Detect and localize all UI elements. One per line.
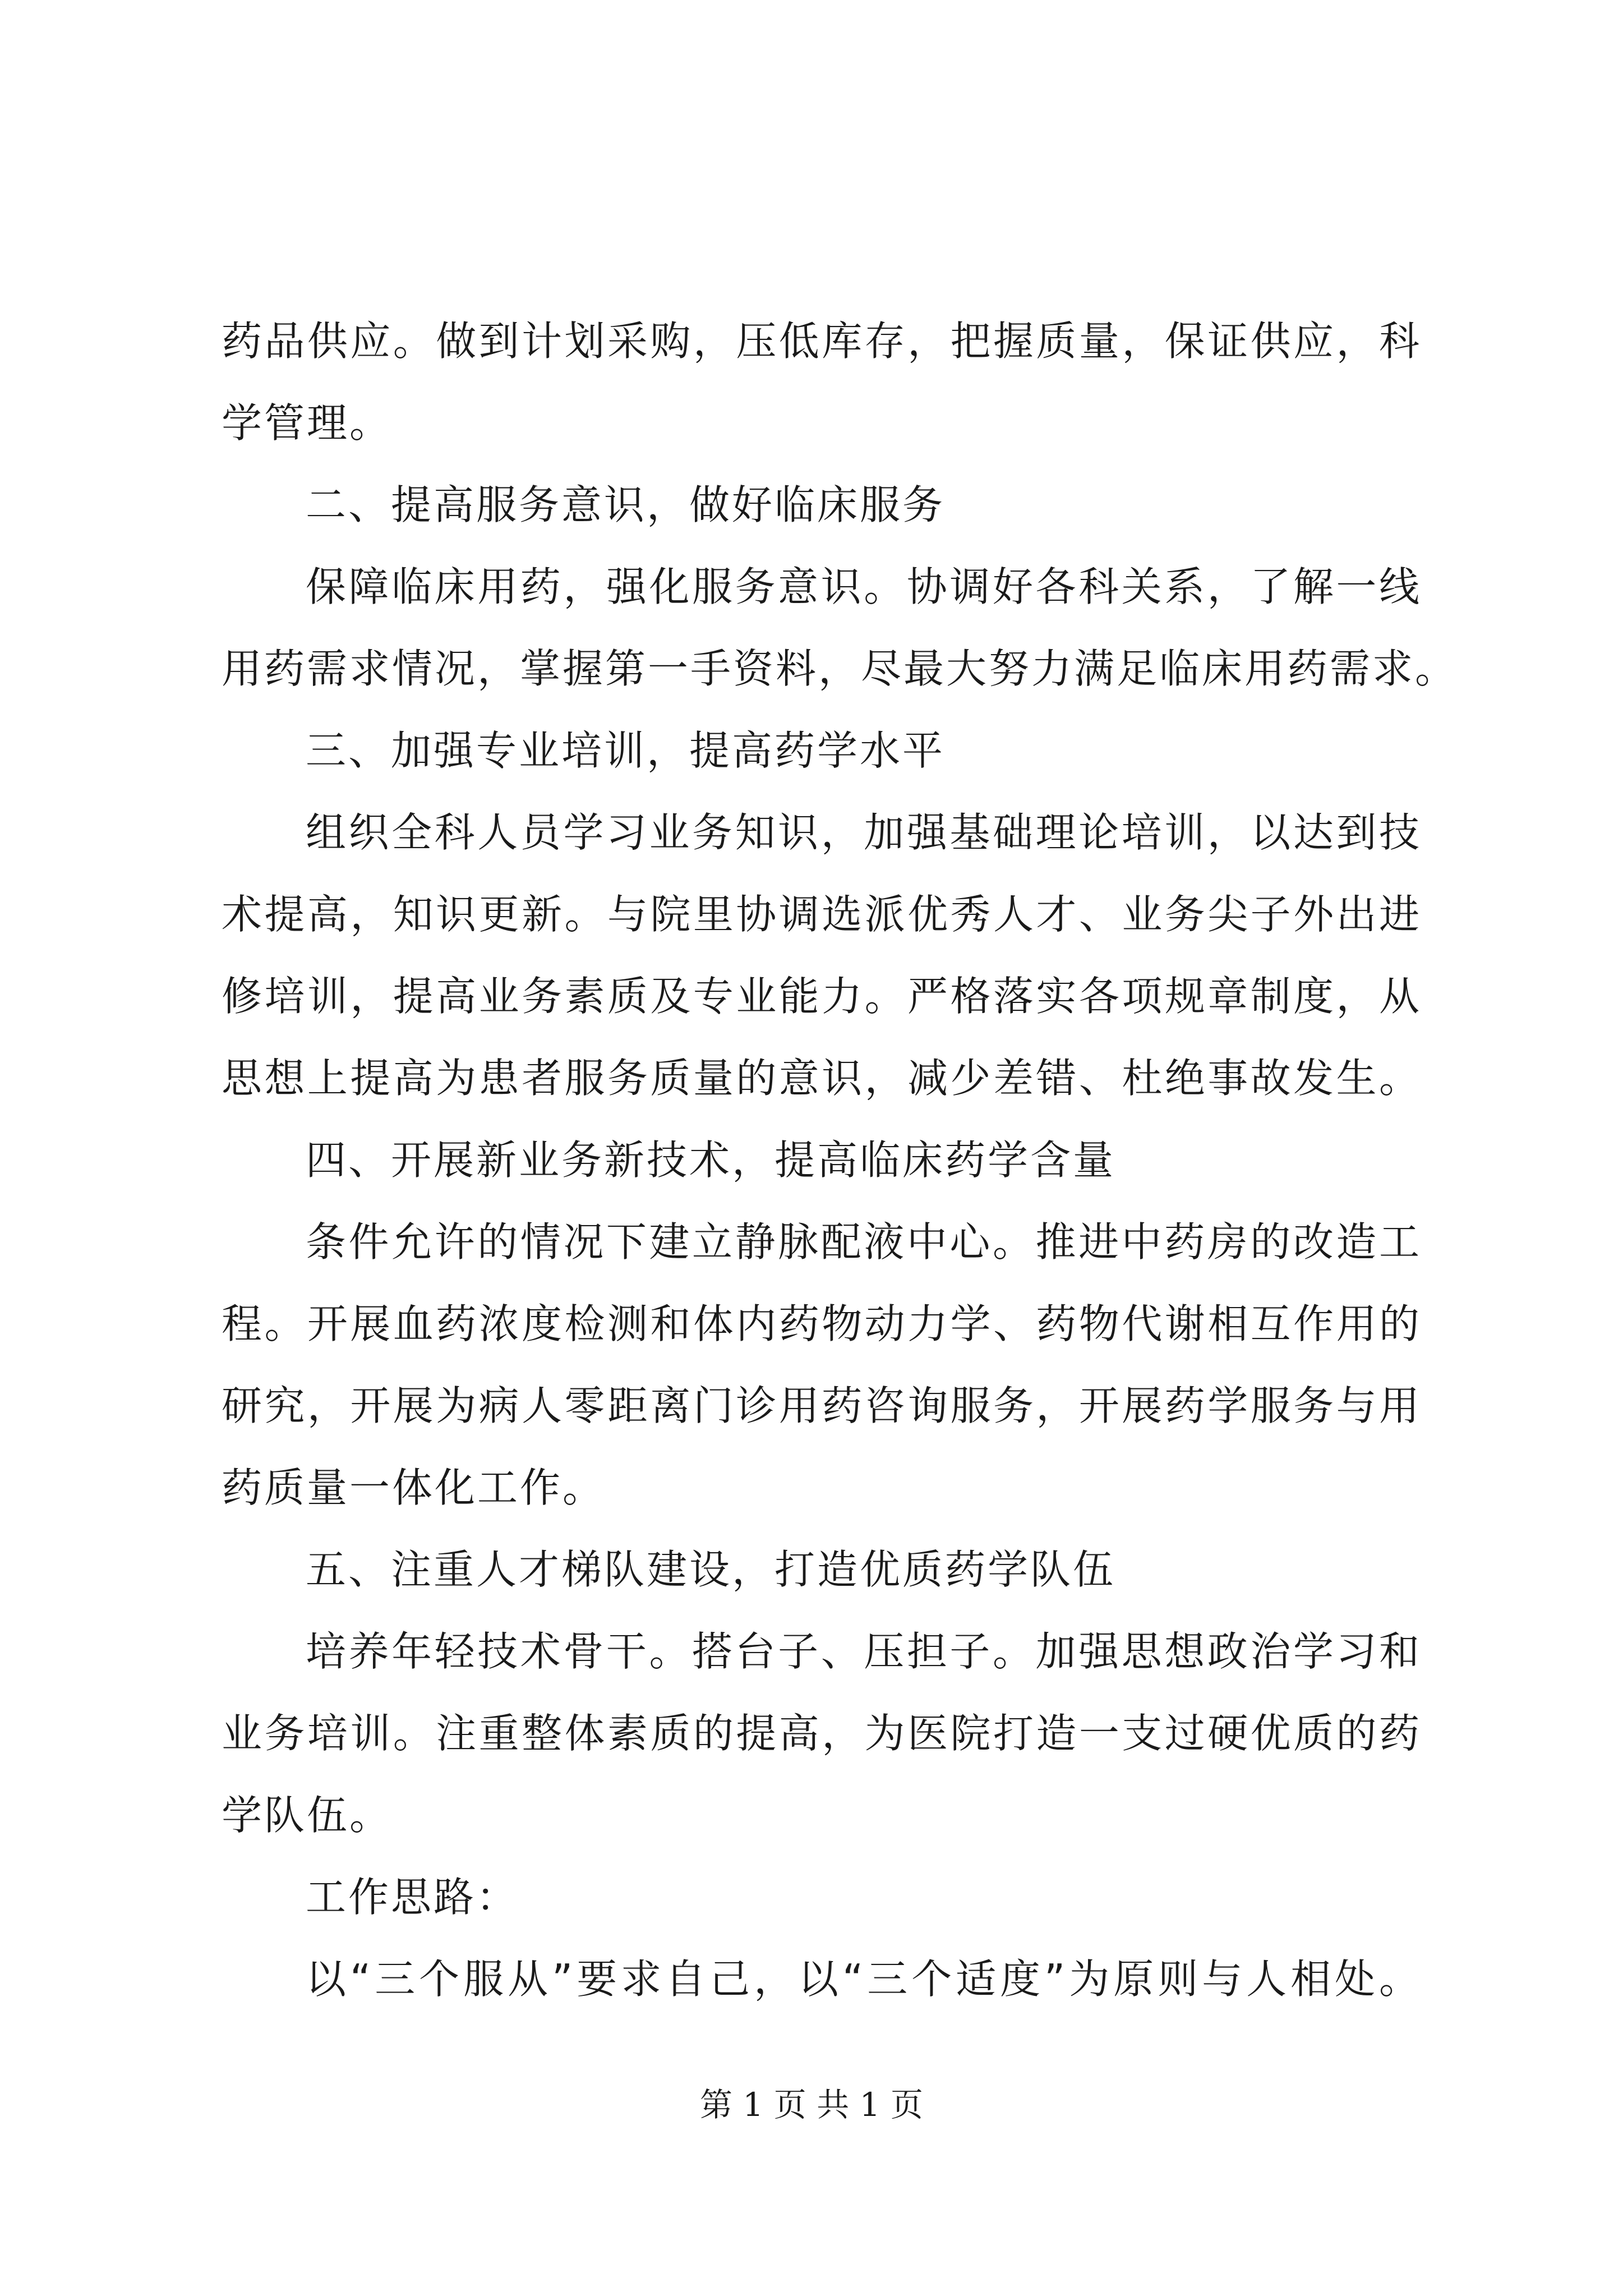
paragraph-line: 药品供应。做到计划采购，压低库存，把握质量，保证供应，科 — [222, 318, 1422, 365]
paragraph-line: 以“三个服从”要求自己，以“三个适度”为原则与人相处。 — [306, 1955, 1422, 2003]
paragraph-line: 学管理。 — [222, 399, 393, 447]
paragraph-line: 组织全科人员学习业务知识，加强基础理论培训，以达到技 — [306, 809, 1422, 856]
paragraph-line: 保障临床用药，强化服务意识。协调好各科关系，了解一线 — [306, 563, 1422, 610]
page-number-footer: 第 1 页 共 1 页 — [700, 2086, 923, 2124]
section-heading: 四、开展新业务新技术，提高临床药学含量 — [306, 1137, 1116, 1184]
section-heading: 三、加强专业培训，提高药学水平 — [306, 727, 946, 774]
paragraph-line: 术提高，知识更新。与院里协调选派优秀人才、业务尖子外出进 — [222, 891, 1422, 938]
paragraph-line: 业务培训。注重整体素质的提高，为医院打造一支过硬优质的药 — [222, 1710, 1422, 1757]
section-heading: 五、注重人才梯队建设，打造优质药学队伍 — [306, 1546, 1116, 1593]
paragraph-line: 培养年轻技术骨干。搭台子、压担子。加强思想政治学习和 — [306, 1628, 1422, 1675]
document-body — [222, 300, 1458, 2020]
section-heading: 工作思路： — [306, 1874, 519, 1921]
paragraph-line: 学队伍。 — [222, 1792, 393, 1839]
paragraph-line: 研究，开展为病人零距离门诊用药咨询服务，开展药学服务与用 — [222, 1382, 1422, 1429]
paragraph-line: 用药需求情况，掌握第一手资料，尽最大努力满足临床用药需求。 — [222, 645, 1458, 692]
paragraph-line: 思想上提高为患者服务质量的意识，减少差错、杜绝事故发生。 — [222, 1055, 1422, 1102]
paragraph-line: 条件允许的情况下建立静脉配液中心。推进中药房的改造工 — [306, 1218, 1422, 1266]
paragraph-line: 修培训，提高业务素质及专业能力。严格落实各项规章制度，从 — [222, 973, 1422, 1020]
paragraph-line: 程。开展血药浓度检测和体内药物动力学、药物代谢相互作用的 — [222, 1300, 1422, 1347]
paragraph-line: 药质量一体化工作。 — [222, 1464, 606, 1511]
section-heading: 二、提高服务意识，做好临床服务 — [306, 481, 946, 528]
